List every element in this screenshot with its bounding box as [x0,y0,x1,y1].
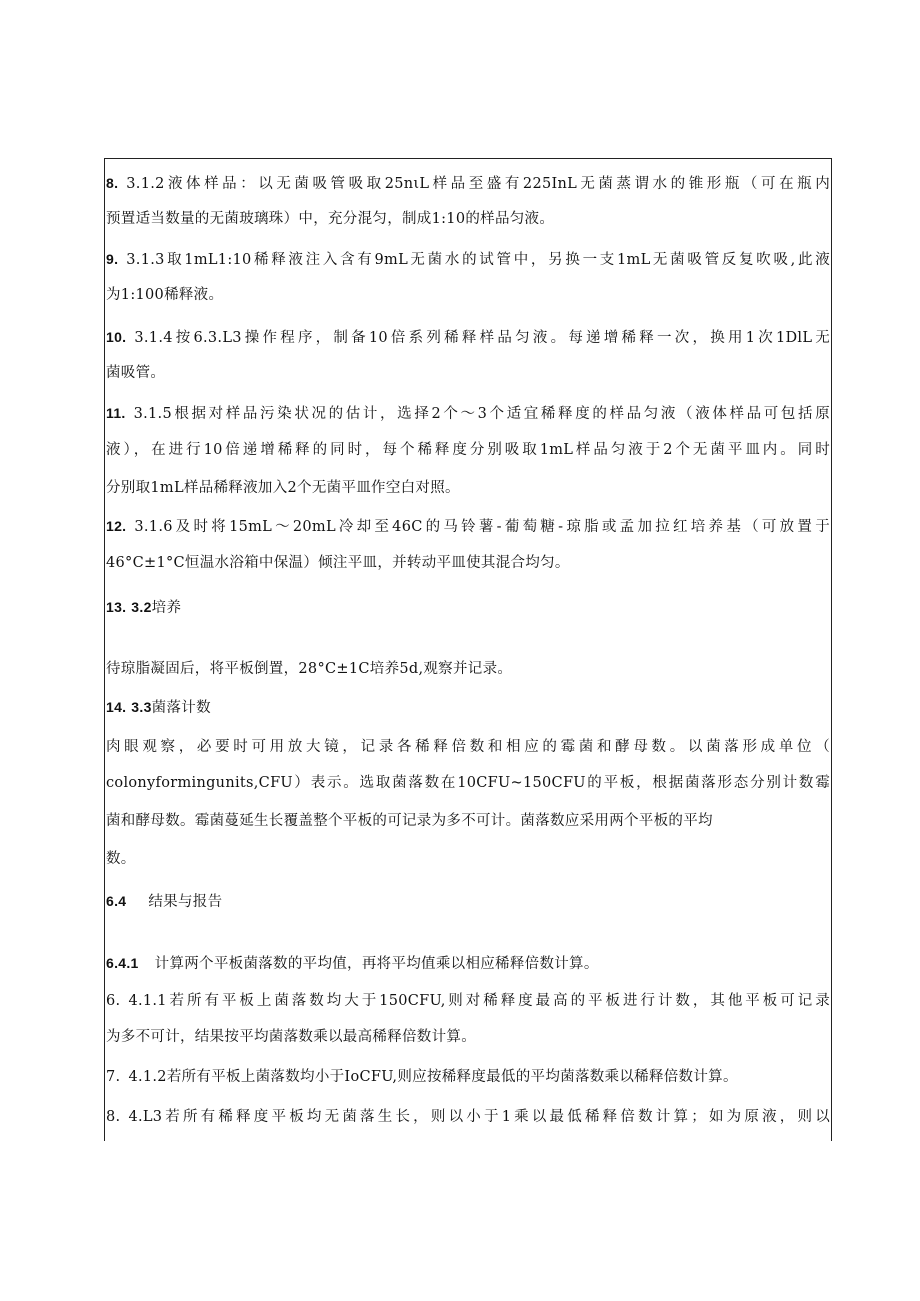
para-number: 6. [106,993,121,1009]
para-number: 8. [106,1109,121,1125]
para-number: 10. [106,329,127,345]
para-12-line-2: 46°C±1°C恒温水浴箱中保温）倾注平皿，并转动平皿使其混合均匀。 [106,555,570,571]
section-3-3-line-1: 肉眼观察，必要时可用放大镜，记录各稀释倍数和相应的霉菌和酵母数。以菌落形成单位（ [106,739,830,755]
para-number: 13. [106,599,127,615]
section-number: 3.3 [131,699,152,715]
para-number: 14. [106,699,127,715]
para-text: 3.1.2液体样品：以无菌吸管吸取25nιL样品至盛有225InL无菌蒸谓水的锥形瓶（可在瓶内 [126,176,830,192]
section-title: 菌落计数 [151,700,211,716]
section-number: 6.4.1 [106,955,139,971]
para-11-line-3: 分别取1mL样品稀释液加入2个无菌平皿作空白对照。 [106,480,460,496]
para-8-line-1 [106,173,830,194]
para-9-line-1 [106,249,830,270]
para-6-4-1-2 [106,1067,830,1087]
para-number: 9. [106,251,119,267]
para-9-line-2: 为1:100稀释液。 [106,287,224,303]
para-10-line-1 [106,327,830,348]
para-text: 4.1.1若所有平板上菌落数均大于150CFU,则对稀释度最高的平板进行计数，其他平板可记录 [128,993,830,1009]
section-3-2-heading [106,597,830,618]
section-3-3-line-3: 菌和酵母数。霉菌蔓延生长覆盖整个平板的可记录为多不可计。菌落数应采用两个平板的平均 [106,813,713,829]
para-6-4-1-1-line-1 [106,991,830,1011]
para-number: 11. [106,405,126,421]
section-3-2-text: 待琼脂凝固后，将平板倒置，28°C±1C培养5d,观察并记录。 [106,661,513,677]
para-number: 8. [106,175,119,191]
section-title: 结果与报告 [148,894,223,910]
para-text: 3.1.6及时将15mL～20mL冷却至46C的马铃薯-葡萄糖-琼脂或孟加拉红培养基（可放置于 [134,519,830,535]
para-11-line-1 [106,403,830,424]
para-11-line-2: 液），在进行10倍递增稀释的同时，每个稀释度分别吸取1mL样品匀液于2个无菌平皿内。同时 [106,442,830,458]
section-3-3-line-2: colonyformingunits,CFU）表示。选取菌落数在10CFU~150CFU的平板，根据菌落形态分别计数霉 [106,775,830,791]
para-8-line-2: 预置适当数量的无菌玻璃珠）中，充分混匀，制成1:10的样品匀液。 [106,211,555,227]
section-title: 培养 [151,600,182,616]
para-10-line-2: 菌吸管。 [106,365,166,381]
section-number: 3.2 [131,599,152,615]
section-3-3-line-4: 数。 [106,851,136,867]
para-6-4-1-3 [106,1107,830,1127]
para-text: 3.1.4按6.3.L3操作程序，制备10倍系列稀释样品匀液。每递增稀释一次，换用1次1DlL无 [134,330,830,346]
para-text: 3.1.3取1mL1:10稀释液注入含有9mL无菌水的试管中，另换一支1mL无菌吸管反复吹吸,此液 [126,252,830,268]
para-12-line-1 [106,516,830,537]
section-3-3-heading [106,697,830,718]
section-number: 6.4 [106,893,127,909]
section-6-4-heading [106,891,830,912]
section-6-4-1 [106,953,830,974]
para-text: 计算两个平板菌落数的平均值，再将平均值乘以相应稀释倍数计算。 [154,956,599,972]
para-6-4-1-1-line-2: 为多不可计，结果按平均菌落数乘以最高稀释倍数计算。 [106,1029,476,1045]
para-number: 7. [106,1069,121,1085]
para-text: 3.1.5根据对样品污染状况的估计，选择2个～3个适宜稀释度的样品匀液（液体样品可包括原 [133,406,830,422]
para-text: 4.1.2若所有平板上菌落数均小于IoCFU,则应按稀释度最低的平均菌落数乘以稀释倍数计算。 [128,1069,738,1085]
para-text: 4.L3若所有稀释度平板均无菌落生长，则以小于1乘以最低稀释倍数计算；如为原液，则以 [128,1109,830,1125]
para-number: 12. [106,518,127,534]
